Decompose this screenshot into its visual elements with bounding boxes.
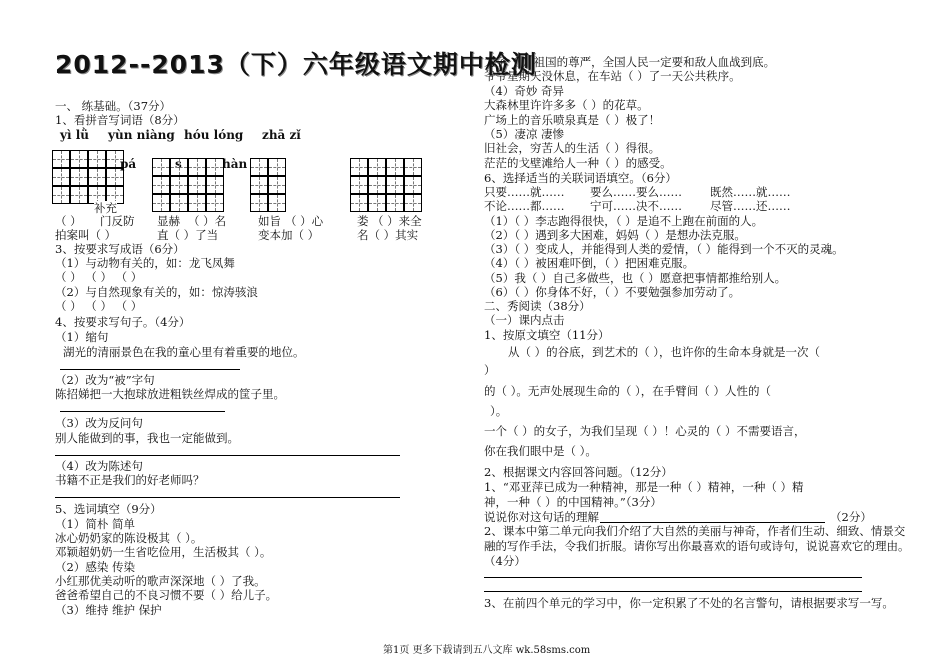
pinyin-2: yùn niàng [108, 128, 175, 142]
page-footer: 第1页 更多下载请到五八文库 wk.58sms.com [383, 645, 591, 656]
idiom-fill-8[interactable]: （ ）来全 [372, 214, 422, 228]
answer-line-7[interactable] [484, 591, 862, 592]
q5-sentence-1a[interactable]: 冰心奶奶家的陈设极其（ ）。 [55, 531, 203, 545]
pinyin-3: hóu lóng [184, 128, 244, 142]
idiom-fill-11[interactable]: 变本加（ ） [258, 228, 320, 242]
q4-text-4: 书籍不正是我们的好老师吗？ [55, 473, 205, 487]
r-line-1[interactable]: 为了（ ）祖国的尊严，全国人民一定要和敌人血战到底。 [484, 55, 776, 69]
q4-item-3: （3）改为反问句 [55, 416, 143, 430]
conj-option-4: 不论……都…… [484, 199, 565, 213]
q6-item-1[interactable]: （1）（ ）李志跑得很快，（ ）是追不上跑在前面的人。 [484, 214, 764, 228]
reading-q2-line-a[interactable]: 1、“邓亚萍已成为一种精神，那是一种（ ）精神，一种（ ）精 [484, 480, 804, 494]
idiom-fill-6[interactable]: （ ）心 [285, 214, 324, 228]
idiom-fill-5: 如旨 [258, 214, 281, 228]
r-line-2[interactable]: 爷爷星期天没休息，在车站（ ）了一天公共秩序。 [484, 69, 741, 83]
answer-line-6[interactable] [484, 577, 862, 578]
answer-line-5[interactable] [600, 522, 825, 523]
pinyin-1: yì lǜ [60, 128, 89, 142]
q5-item-3: （3）维持 维护 保护 [55, 603, 162, 617]
idiom-fill-2: 门反防 [100, 214, 135, 228]
idiom-fill-12[interactable]: 名（ ）其实 [357, 228, 419, 242]
q3-blanks-1[interactable]: （ ） （ ） （ ） [55, 270, 143, 284]
section-2-subheading: （一）课内点击 [484, 313, 565, 327]
q6-item-6[interactable]: （6）（ ）你身体不好，（ ）不要勉强参加劳动了。 [484, 285, 741, 299]
q5-sentence-2b[interactable]: 爸爸希望自己的不良习惯不要（ ）给儿子。 [55, 588, 278, 602]
q4-text-2: 陈招娣把一大抱球放进粗铁丝焊成的筐子里。 [55, 387, 285, 401]
reading-q1-line-f[interactable]: 你在我们眼中是（ ）。 [484, 444, 597, 458]
answer-line-2[interactable] [60, 411, 225, 412]
question-6-heading: 6、选择适当的关联词语填空。（6分） [484, 171, 677, 185]
q6-item-2[interactable]: （2）（ ）遇到多大困难，妈妈（ ）是想办法克服。 [484, 228, 746, 242]
answer-line-4[interactable] [55, 497, 400, 498]
reading-q3: 3、在前四个单元的学习中，你一定积累了不处的名言警句，请根据要求写一写。 [484, 596, 894, 610]
reading-q1-line-d: ）。 [490, 404, 508, 418]
q4-item-2: （2）改为“被”字句 [55, 373, 155, 387]
r-line-4[interactable]: 大森林里许许多多（ ）的花草。 [484, 98, 649, 112]
question-4-heading: 4、按要求写句子。（4分） [55, 315, 191, 329]
idiom-fill-4[interactable]: （ ）名 [188, 214, 227, 228]
reading-q2-score: （2分） [830, 510, 872, 524]
reading-q2-heading: 2、根据课文内容回答问题。（12分） [484, 465, 673, 479]
reading-q2-line-e: 融的写作手法，令我们折服。请你写出你最喜欢的语句或诗句，说说喜欢它的理由。 [484, 539, 910, 553]
idiom-fill-10[interactable]: 直（ ）了当 [157, 228, 219, 242]
reading-q1-line-a[interactable]: 从（ ）的谷底，到艺术的（ ），也许你的生命本身就是一次（ [508, 345, 821, 359]
pinyin-7: hàn [222, 157, 248, 171]
q5-item-2: （2）感染 传染 [55, 560, 135, 574]
conj-option-2: 要么……要么…… [590, 185, 682, 199]
page-title: 2012--2013（下）六年级语文期中检测 [55, 50, 537, 79]
r-line-3: （4）奇妙 奇异 [484, 84, 564, 98]
reading-q1-line-b: ） [484, 363, 496, 377]
idiom-fill-3: 显赫 [157, 214, 180, 228]
q6-item-3[interactable]: （3）（ ）变成人，并能得到人类的爱情，（ ）能得到一个不灭的灵魂。 [484, 242, 844, 256]
r-line-6: （5）凄凉 凄惨 [484, 127, 564, 141]
section-2-heading: 二、秀阅读（38分） [484, 299, 591, 313]
q3-item-2: （2）与自然现象有关的，如：惊涛骇浪 [55, 285, 258, 299]
conj-option-5: 宁可……决不…… [590, 199, 682, 213]
idiom-fill-1[interactable]: （ ） [55, 214, 82, 228]
reading-q2-line-d: 2、课本中第二单元向我们介绍了大自然的美丽与神奇，作者们生动、细致、情景交 [484, 524, 906, 538]
reading-q2-line-c: 说说你对这句话的理解 [484, 510, 599, 524]
answer-line-1[interactable] [60, 369, 240, 370]
question-3-heading: 3、按要求写成语（6分） [55, 242, 185, 256]
reading-q1-heading: 1、按原文填空（11分） [484, 328, 610, 342]
pinyin-4: zhā zǐ [262, 128, 301, 142]
pinyin-6: s [175, 157, 182, 171]
reading-q2-line-f: （4分） [484, 554, 526, 568]
r-line-5[interactable]: 广场上的音乐喷泉真是（ ）极了！ [484, 113, 661, 127]
q3-blanks-2[interactable]: （ ） （ ） （ ） [55, 299, 143, 313]
q3-item-1: （1）与动物有关的，如：龙飞凤舞 [55, 256, 235, 270]
r-line-7[interactable]: 旧社会，穷苦人的生活（ ）得很。 [484, 141, 661, 155]
q5-item-1: （1）简朴 简单 [55, 517, 135, 531]
q4-text-1: 湖光的清丽景色在我的童心里有着重要的地位。 [63, 345, 305, 359]
idiom-fill-9[interactable]: 拍案叫（ ） [55, 228, 117, 242]
question-5-heading: 5、选词填空（9分） [55, 502, 162, 516]
pinyin-5: pá [120, 157, 137, 171]
conj-option-6: 尽管……还…… [710, 199, 791, 213]
conj-option-1: 只要……就…… [484, 185, 565, 199]
q4-text-3: 别人能做到的事，我也一定能做到。 [55, 431, 239, 445]
reading-q1-line-e[interactable]: 一个（ ）的女子，为我们呈现（ ）！心灵的（ ）不需要语言， [484, 424, 806, 438]
conj-option-3: 既然……就…… [710, 185, 791, 199]
q5-sentence-1b[interactable]: 邓颖超奶奶一生省吃俭用，生活极其（ ）。 [55, 545, 272, 559]
idiom-fill-7: 娄 [357, 214, 369, 228]
answer-line-3[interactable] [55, 455, 400, 456]
q4-item-4: （4）改为陈述句 [55, 459, 143, 473]
q6-item-4[interactable]: （4）（ ）被困难吓倒，（ ）把困难克服。 [484, 256, 695, 270]
r-line-8[interactable]: 茫茫的戈壁滩给人一种（ ）的感受。 [484, 156, 672, 170]
q5-sentence-2a[interactable]: 小红那优美动听的歌声深深地（ ）了我。 [55, 574, 266, 588]
reading-q1-line-c[interactable]: 的（ ）。无声处展现生命的（ ），在手臂间（ ）人性的（ [484, 384, 771, 398]
question-2-partial: 补充 [94, 201, 117, 215]
reading-q2-line-b[interactable]: 神，一种（ ）的中国精神。”（3分） [484, 495, 662, 509]
question-1-heading: 1、看拼音写词语（8分） [55, 113, 185, 127]
q4-item-1: （1）缩句 [55, 330, 109, 344]
q6-item-5[interactable]: （5）我（ ）自己多做些，也（ ）愿意把事情都推给别人。 [484, 271, 787, 285]
section-1-heading: 一、 练基础。（37分） [55, 99, 172, 113]
